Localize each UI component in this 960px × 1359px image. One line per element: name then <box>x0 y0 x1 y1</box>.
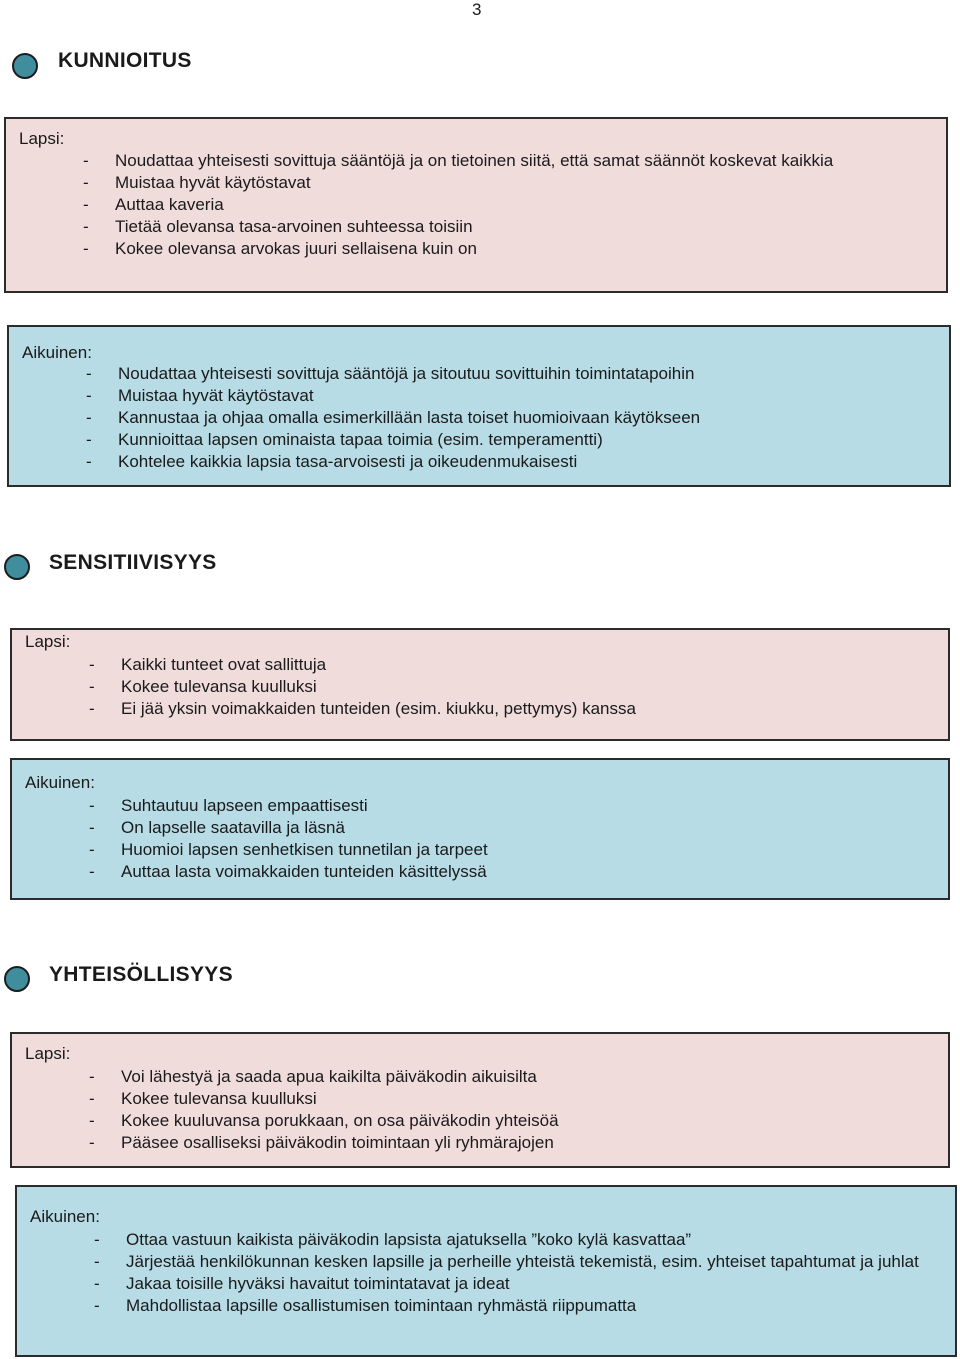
box-label: Aikuinen: <box>30 1207 100 1226</box>
box-label: Lapsi: <box>25 1044 71 1063</box>
child-box-sensitiivisyys <box>10 628 950 741</box>
child-box-yhteisollisyys <box>10 1032 950 1168</box>
list-item: - Voi lähestyä ja saada apua kaikilta päiväkodin aikuisilta <box>89 1067 537 1086</box>
list-item: - Kokee tulevansa kuulluksi <box>89 677 317 696</box>
list-item: - Kaikki tunteet ovat sallittuja <box>89 655 327 674</box>
adult-box-kunnioitus <box>7 325 951 487</box>
list-item: - Noudattaa yhteisesti sovittuja sääntöjä ja sitoutuu sovittuihin toimintatapoihin <box>86 364 695 383</box>
list-item: - Auttaa lasta voimakkaiden tunteiden käsittelyssä <box>89 862 487 881</box>
list-item: - Pääsee osalliseksi päiväkodin toimintaan yli ryhmärajojen <box>89 1133 554 1152</box>
section-title: KUNNIOITUS <box>58 49 192 72</box>
list-item: - Auttaa kaveria <box>83 195 224 214</box>
list-item: - Ottaa vastuun kaikista päiväkodin lapsista ajatuksella ”koko kylä kasvattaa” <box>94 1230 692 1249</box>
box-label: Lapsi: <box>25 632 71 651</box>
box-label: Lapsi: <box>19 129 65 148</box>
list-item: - Tietää olevansa tasa-arvoinen suhteessa toisiin <box>83 217 473 236</box>
list-item: - Kunnioittaa lapsen ominaista tapaa toimia (esim. temperamentti) <box>86 430 603 449</box>
list-item: - Suhtautuu lapseen empaattisesti <box>89 796 368 815</box>
circle-bullet-icon <box>4 554 30 580</box>
list-item: - Kokee olevansa arvokas juuri sellaisena kuin on <box>83 239 477 258</box>
list-item: - Kannustaa ja ohjaa omalla esimerkillään lasta toiset huomioivaan käytökseen <box>86 408 701 427</box>
section-heading-kunnioitus <box>0 44 960 84</box>
section-heading-sensitiivisyys <box>0 546 960 586</box>
list-item: - Jakaa toisille hyväksi havaitut toimintatavat ja ideat <box>94 1274 510 1293</box>
circle-bullet-icon <box>12 53 38 79</box>
adult-box-yhteisollisyys <box>15 1185 957 1357</box>
section-heading-yhteisollisyys <box>0 958 960 998</box>
box-label: Aikuinen: <box>25 773 95 792</box>
list-item: - Kokee tulevansa kuulluksi <box>89 1089 317 1108</box>
list-item: - Ei jää yksin voimakkaiden tunteiden (esim. kiukku, pettymys) kanssa <box>89 699 636 718</box>
box-label: Aikuinen: <box>22 343 92 362</box>
section-title: YHTEISÖLLISYYS <box>49 963 233 986</box>
list-item: - Huomioi lapsen senhetkisen tunnetilan ja tarpeet <box>89 840 488 859</box>
list-item: - Mahdollistaa lapsille osallistumisen toimintaan ryhmästä riippumatta <box>94 1296 637 1315</box>
list-item: - On lapselle saatavilla ja läsnä <box>89 818 345 837</box>
adult-box-sensitiivisyys <box>10 758 950 900</box>
list-item: - Muistaa hyvät käytöstavat <box>83 173 311 192</box>
child-box-kunnioitus <box>4 117 948 293</box>
list-item: - Noudattaa yhteisesti sovittuja sääntöjä ja on tietoinen siitä, että samat säännöt koskevat kaikkia <box>83 151 834 170</box>
circle-bullet-icon <box>4 966 30 992</box>
page-number: 3 <box>472 0 482 19</box>
section-title: SENSITIIVISYYS <box>49 551 217 574</box>
list-item: - Järjestää henkilökunnan kesken lapsille ja perheille yhteistä tekemistä, esim. yhteiset tapahtumat ja juhlat <box>94 1252 919 1271</box>
list-item: - Kokee kuuluvansa porukkaan, on osa päiväkodin yhteisöä <box>89 1111 559 1130</box>
list-item: - Kohtelee kaikkia lapsia tasa-arvoisesti ja oikeudenmukaisesti <box>86 452 578 471</box>
list-item: - Muistaa hyvät käytöstavat <box>86 386 314 405</box>
